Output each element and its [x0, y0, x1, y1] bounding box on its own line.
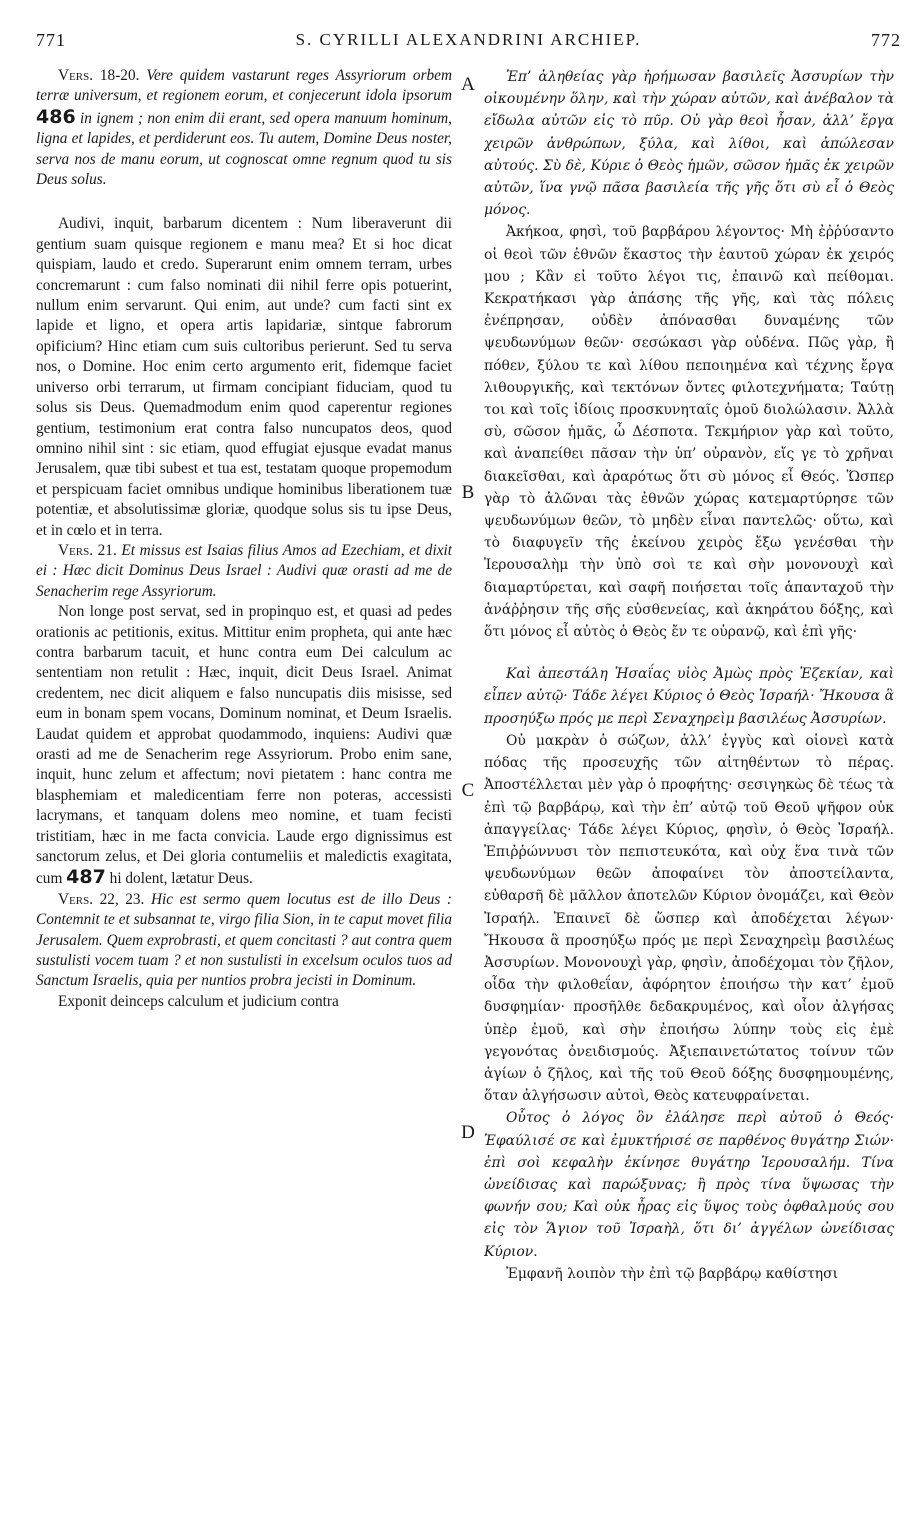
verse-text: Vere quidem vastarunt reges Assyriorum orbem terræ universum, et regionem eorum, et conjecerunt idola ipsorum — [36, 67, 452, 105]
latin-commentary-3: Exponit deinceps calculum et judicium contra — [58, 992, 339, 1010]
latin-verse-21 — [36, 541, 452, 602]
page-header — [36, 30, 901, 56]
margin-letter-d: D — [461, 1122, 475, 1143]
greek-verse-21: Καὶ ἀπεστάλη Ἡσαΐας υἱὸς Ἀμὼς πρὸς Ἐζεκίαν, καὶ εἶπεν αὐτῷ· Τάδε λέγει Κύριος ὁ Θεὸς Ἰσραήλ· Ἤκουσα ἃ προσηύξω πρός με περὶ Σεναχηρεὶμ βασιλέως Ἀσσυρίων. — [484, 666, 894, 727]
latin-verse-22-23 — [36, 890, 452, 992]
greek-commentary-3: Ἐμφανῆ λοιπὸν τὴν ἐπὶ τῷ βαρβάρῳ καθίστησι — [506, 1265, 839, 1282]
verse-label: Vers. 18-20. — [58, 67, 140, 84]
commentary-text: cum — [36, 870, 63, 888]
greek-verse-18-20: Ἐπ’ ἀληθείας γὰρ ἠρήμωσαν βασιλεῖς Ἀσσυρίων τὴν οἰκουμένην ὅλην, καὶ τὴν χώραν αὐτῶν, καὶ ἀνέβαλον τὰ εἴδωλα αὐτῶν εἰς τὸ πῦρ. Οὐ γὰρ θεοὶ ἦσαν, ἀλλ’ ἔργα χειρῶν ἀνθρώπων, ξύλα, καὶ λίθοι, καὶ ἀπώλεσαν αὐτούς. Σὺ δὲ, Κύριε ὁ Θεὸς ἡμῶν, σῶσον ἡμᾶς ἐκ χειρῶν αὐτῶν, ἵνα γνῷ πᾶσα βασιλεία τῆς γῆς ὅτι σὺ εἶ ὁ Θεὸς μόνος. — [484, 69, 894, 219]
verse-text: Et missus est Isaias filius Amos ad Ezechiam, et dixit ei : Hæc dicit Dominus Deus Israel : Audivi quæ orasti ad me de Senacherim rege Assyriorum. — [36, 541, 452, 600]
verse-label: Vers. 21. — [58, 541, 117, 559]
page-number-left: 771 — [36, 30, 66, 50]
latin-verse-18-20 — [36, 66, 452, 190]
page-number-right: 772 — [871, 30, 901, 50]
commentary-text: hi dolent, lætatur Deus. — [109, 870, 253, 888]
verse-label: Vers. 22, 23. — [58, 890, 145, 908]
running-title: S. CYRILLI ALEXANDRINI ARCHIEP. — [295, 30, 642, 49]
greek-verse-22-23: Οὗτος ὁ λόγος ὃν ἐλάλησε περὶ αὐτοῦ ὁ Θεός· Ἐφαύλισέ σε καὶ ἐμυκτήρισέ σε παρθένος θυγάτηρ Σιών· ἐπὶ σοὶ κεφαλὴν ἐκίνησε θυγάτηρ Ἱερουσαλήμ. Τίνα ὠνείδισας καὶ παρώξυνας; ἢ πρὸς τίνα ὕψωσας τὴν φωνήν σου; Καὶ οὐκ ἦρας εἰς ὕψος τοὺς ὀφθαλμούς σου εἰς τὸν Ἅγιον τοῦ Ἰσραὴλ, ὅτι δι’ ἀγγέλων ὠνείδισας Κύριον. — [484, 1110, 894, 1260]
commentary-text: Non longe post servat, sed in propinquo est, et quasi ad pedes orationis ac petitionis, exitus. Mittitur enim propheta, qui ante hæc contra barbarum tacuit, et hunc contra eum Dei calculum ac sententiam non retulit : Hæc, inquit, dicit Deus Israel. Animat credentem, nec dicit aliquem e falso nuncupatis diis misisse, sed eum in bonam spem vocans, Dominum nominat, et Deum Israelis. Laudat quidem et approbat quodammodo, inquiens: Audivi quæ orasti ad me de Senacherim rege Assyriorum. Probo enim sane, inquit, hunc zelum et affectum; novi pietatem : hanc contra me blasphemiam et maledicentiam ferre non poteras, accessisti lacrymans, et tanquam dolens meo nomine, et tuam fecisti tristitiam, hæc in me facta convicia. Laude ergo dignissimus est sanctorum zelus, et Dei gloria contumeliis et maledictis exagitata, — [36, 603, 452, 866]
verse-text-cont: in ignem ; non enim dii erant, sed opera manuum hominum, ligna et lapides, et perdiderunt eos. Tu autem, Domine Deus noster, serva nos de manu eorum, ut cognoscat omne regnum quod tu sis Deus solus. — [36, 109, 452, 189]
latin-column — [36, 66, 452, 1520]
column-number-487: 487 — [66, 866, 106, 889]
latin-commentary-1: Audivi, inquit, barbarum dicentem : Num liberaverunt dii gentium suam quisque regionem e manu mea? Et si hoc dicat quispiam, laudo et credo. Superarunt enim omnem terram, urbes concremarunt : cum falso nominati dii nihil ferre opis potuerint, nullum enim servarunt. Qui enim, aut unde? cum facti sint ex lapide et ligno, et opera artis lapidariæ, sintque fabrorum opificium? Hinc etiam cum suis cultoribus perierunt. Sed tu serva nos, o Domine. Hoc enim certo argumento erit, fidemque faciet universo orbi terrarum, ut firmam concipiant fiduciam, quod tu solus sis Deus. Quemadmodum enim quod caperentur regiones gentium, testimonium erat contra falso nuncupatos deos, quod omnino nihil sint : sic etiam, quod effugiat ejusque evadat manus Jerusalem, quæ tibi subest et tua est, testatam quoque propemodum et perspicuam faciet omnibus undique hominibus liberationem tuæ potentiæ, et absolutissimæ gloriæ, quodque solus sis tu ipse Deus, et in cœlo et in terra. — [36, 215, 452, 539]
greek-column — [484, 66, 894, 1520]
margin-letter-c: C — [461, 780, 475, 801]
latin-commentary-2 — [36, 602, 452, 890]
margin-letter-a: A — [461, 74, 475, 95]
greek-commentary-2: Οὐ μακρὰν ὁ σώζων, ἀλλ’ ἐγγὺς καὶ οἱονεὶ κατὰ πόδας τῆς προσευχῆς τῶν αἰτηθέντων τὸ πέρας. Ἀποστέλλεται μὲν γὰρ ὁ προφήτης· σεσιγηκὼς δὲ τέως τὰ ἐπὶ τῷ βαρβάρῳ, καὶ τὴν ἐπ’ αὐτῷ τοῦ Θεοῦ ψῆφον οὐκ ἀπαγγείλας· Τάδε λέγει Κύριος, φησὶν, ὁ Θεὸς Ἰσραήλ. Ἐπιῤῥώννυσι τὸν πεπιστευκότα, καὶ οὐχ ἕνα τινὰ τῶν ψευδωνύμων θεῶν ἀποφαίνει τὸν ἀποστείλαντα, εὐθαρσῆ δὲ μᾶλλον ἀποτελῶν Κύριον ὀνομάζει, καὶ Θεὸν Ἰσραήλ. Ἐπαινεῖ δὲ ὥσπερ καὶ ἀποδέχεται λέγων· Ἤκουσα ἃ προσηύξω πρός με περὶ Σεναχηρεὶμ βασιλέως Ἀσσυρίων. Μονονουχὶ γὰρ, φησὶν, ἀποδέχομαι τὸν ζῆλον, οἶδα τὴν φιλοθεΐαν, ἀφόρητον ἐποιήσω τὴν κατ’ ἐμοῦ δυσφημίαν· προσῆλθε δεδακρυμένος, καὶ οἷον ἀλγήσας ὑπὲρ ἐμοῦ, καὶ σὴν ἐποιήσω λύπην τοὺς εἰς ἐμὲ γεγονότας ὀνειδισμούς. Ἀξιεπαινετώτατος τοίνυν τῶν ἁγίων ὁ ζῆλος, καὶ τῆς τοῦ Θεοῦ δόξης δυσφημουμένης, ὅταν ἀλγήσωσιν αὐτοὶ, Θεὸς κατευφραίνεται. — [484, 732, 894, 1105]
margin-letter-b: B — [461, 482, 475, 503]
greek-commentary-1: Ἀκήκοα, φησὶ, τοῦ βαρβάρου λέγοντος· Μὴ ἐῤῥύσαντο οἱ θεοὶ τῶν ἐθνῶν ἕκαστος τὴν ἑαυτοῦ χώραν ἐκ χειρός μου ; Κἂν εἰ τοῦτο λέγοι τις, ἐπαινῶ καὶ πείθομαι. Κεκρατήκασι γὰρ ἁπάσης τῆς γῆς, καὶ τὰς πόλεις ἐνέπρησαν, οὐδὲν ἀπόνασθαι δυναμένης τῶν ψευδωνύμων θεῶν· σεσώκασι γὰρ οὐδένα. Πῶς γὰρ, ἢ πόθεν, ξύλου τε καὶ λίθου πεποιημένα καὶ τέχνης ἔργα λιθουργικῆς, καὶ τεκτόνων ὄντες φιλοτεχνήματα; Ταύτῃ τοι καὶ τοῖς ἰδίοις προσκυνηταῖς ὁμοῦ διολώλασιν. Ἀλλὰ σὺ, σῶσον ἡμᾶς, ὦ Δέσποτα. Τεκμήριον γὰρ καὶ τοῦτο, καὶ ἀναπείθει πᾶσαν τὴν ὑπ’ οὐρανὸν, εἴς γε τὸ χρῆναι διακεῖσθαι, καὶ ἀραρότως ὅτι σὺ μόνος εἶ Θεός. Ὥσπερ γὰρ τὸ ἁλῶναι τὰς ἐθνῶν χώρας κατεμαρτύρησε τῶν ψευδωνύμων θεῶν, τὸ μηδὲν εἶναι παντελῶς· οὕτω, καὶ τὸ διαφυγεῖν τῆς ἐκείνου χειρὸς ἔξω γενέσθαι τὴν Ἱερουσαλὴμ τὴν ὑπὸ σοὶ τε καὶ σὴν μονονουχὶ καὶ διαμαρτύρεται, καὶ σαφῆ ποιήσεται τοῖς ἁπανταχοῦ τὴν ἀνάῤῥησιν τῆς σῆς εὐσθενείας, καὶ ἀκηράτου δόξης, καὶ ὅτι μόνος εἶ αὐτὸς ὁ Θεὸς ἔν τε οὐρανῷ, καὶ ἐπὶ γῆς· — [484, 224, 894, 641]
column-number-486: 486 — [36, 105, 76, 128]
verse-text: Hic est sermo quem locutus est de illo Deus : Contemnit te et subsannat te, virgo filia Sion, in te caput movet filia Jerusalem. Quem exprobrasti, et quem concitasti ? aut contra quem sustulisti vocem tuam ? et non sustulisti in excelsum oculos tuos ad Sanctum Israelis, quia per nuntios probra jecisti in Dominum. — [36, 890, 452, 990]
